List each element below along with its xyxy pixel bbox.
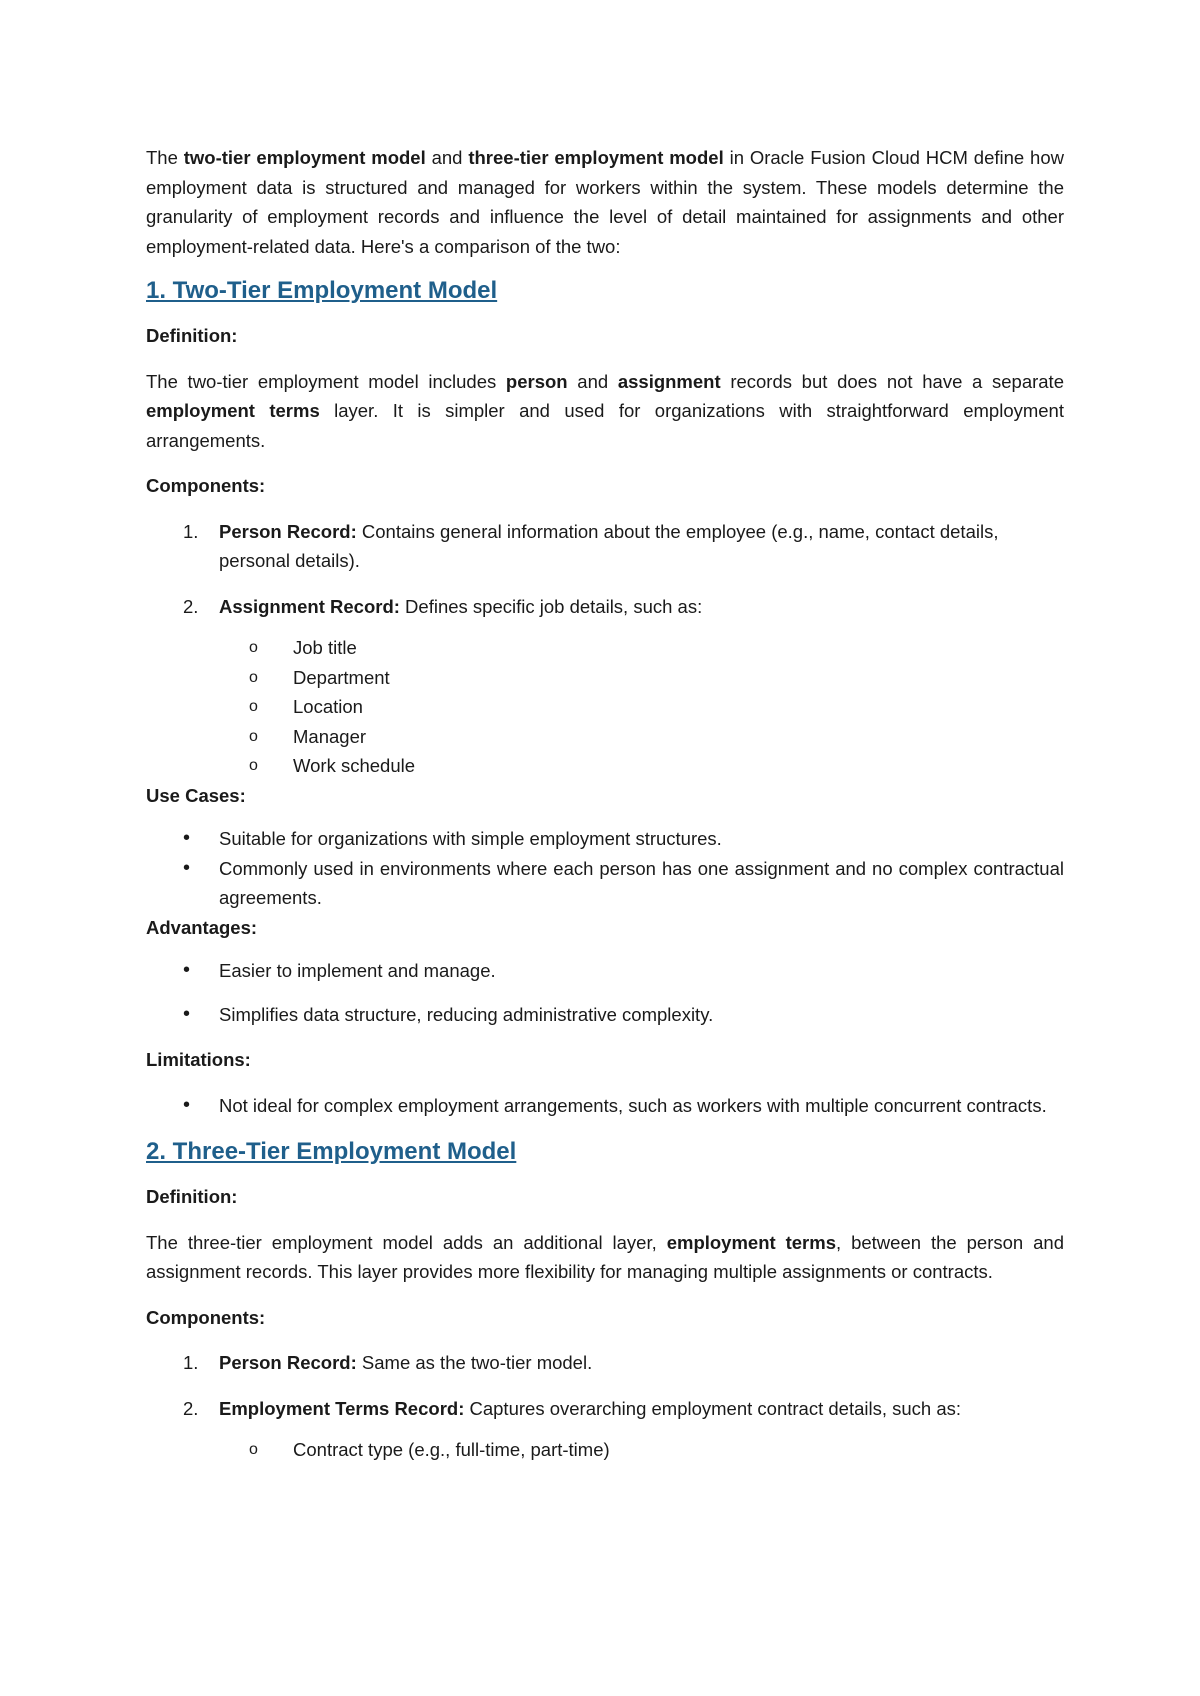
limitations-list: [146, 1091, 1064, 1121]
employment-terms-list: [146, 1435, 1064, 1465]
circle-bullet-icon: o: [249, 668, 258, 686]
document-body: [146, 143, 1064, 1465]
list-item: • Suitable for organizations with simple employment structures.: [146, 824, 1064, 854]
circle-bullet-icon: o: [249, 727, 258, 745]
list-item: o Manager: [146, 722, 1064, 752]
list-item: 1. Person Record: Contains general information about the employee (e.g., name, contact details, personal details).: [183, 520, 999, 571]
circle-bullet-icon: o: [249, 639, 258, 656]
list-item: • Simplifies data structure, reducing administrative complexity.: [146, 1000, 1064, 1030]
section-heading-two-tier: 1. Two-Tier Employment Model: [146, 277, 498, 304]
list-item: o Contract type (e.g., full-time, part-time): [146, 1435, 1064, 1465]
limitations-label: Limitations:: [146, 1049, 251, 1070]
list-item: • Easier to implement and manage.: [146, 956, 1064, 986]
bullet-icon: •: [183, 856, 191, 879]
list-item: o Location: [146, 692, 1064, 722]
list-item: 2. Employment Terms Record: Captures overarching employment contract details, such as:: [183, 1397, 962, 1419]
components-list: [146, 517, 1064, 622]
list-item: 1. Person Record: Same as the two-tier model.: [183, 1352, 593, 1373]
use-cases-label: Use Cases:: [146, 784, 246, 806]
section-heading-three-tier: 2. Three-Tier Employment Model: [146, 1138, 517, 1165]
bullet-icon: •: [183, 1002, 191, 1025]
circle-bullet-icon: o: [249, 757, 258, 774]
list-item: o Job title: [146, 633, 1064, 663]
intro-paragraph: The two-tier employment model and three-tier employment model in Oracle Fusion Cloud HCM define how employment data is structured and managed for workers within the system. These models determine the granularity of employment records and influence the level of detail maintained for assignments and other employment-related data. Here's a comparison of the two:: [146, 147, 1064, 257]
advantages-label: Advantages:: [146, 916, 258, 938]
use-cases-list: [146, 824, 1064, 913]
advantages-list: [146, 956, 1064, 1029]
definition-label: Definition:: [146, 325, 238, 346]
list-item: • Not ideal for complex employment arrangements, such as workers with multiple concurrent contracts.: [146, 1091, 1064, 1121]
definition-paragraph: The two-tier employment model includes person and assignment records but does not have a separate employment terms layer. It is simpler and used for organizations with straightforward employment arrangements.: [146, 370, 1064, 451]
circle-bullet-icon: o: [249, 1441, 258, 1458]
components-label: Components:: [146, 1306, 266, 1328]
definition-paragraph: The three-tier employment model adds an additional layer, employment terms, between the person and assignment records. This layer provides more flexibility for managing multiple assignments or contracts.: [146, 1231, 1064, 1282]
bullet-icon: •: [183, 1093, 191, 1116]
list-item: 2. Assignment Record: Defines specific job details, such as:: [183, 595, 703, 617]
bullet-icon: •: [183, 827, 191, 849]
definition-label: Definition:: [146, 1186, 238, 1207]
components-list: [146, 1348, 1064, 1423]
circle-bullet-icon: o: [249, 698, 258, 715]
list-item: o Work schedule: [146, 751, 1064, 781]
bullet-icon: •: [183, 959, 191, 981]
components-label: Components:: [146, 475, 266, 496]
list-item: o Department: [146, 663, 1064, 693]
assignment-details-list: [146, 633, 1064, 781]
list-item: • Commonly used in environments where each person has one assignment and no complex contractual agreements.: [146, 854, 1064, 913]
